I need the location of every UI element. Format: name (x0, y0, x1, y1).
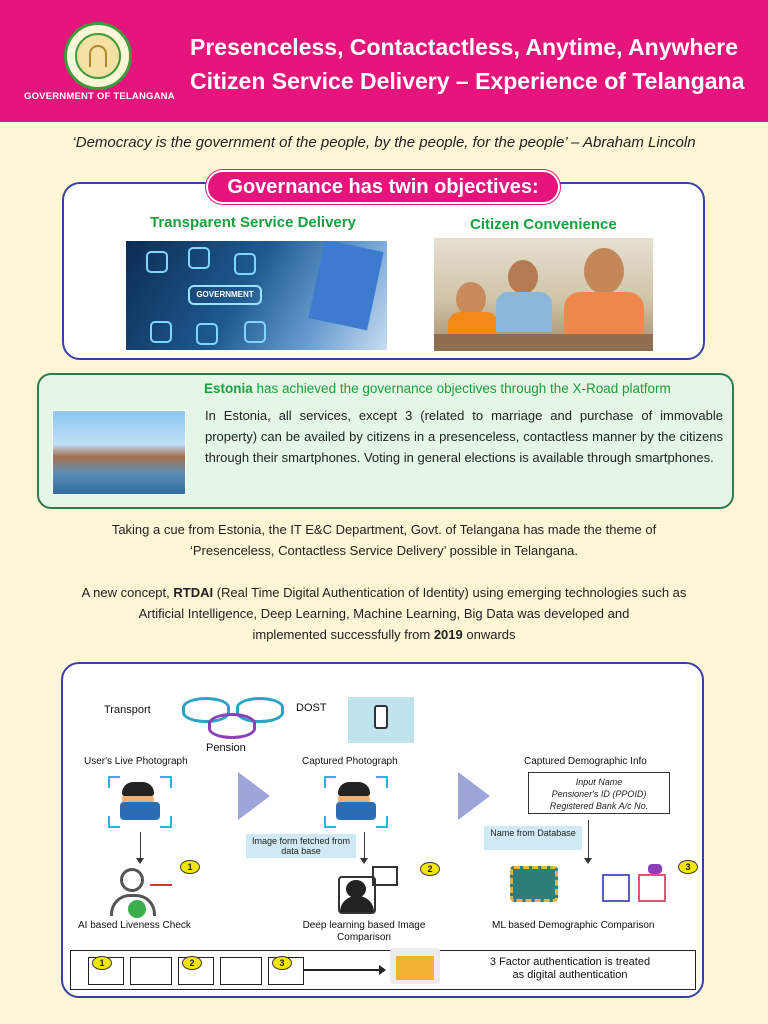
rtdai-line-1: A new concept, RTDAI (Real Time Digital Authentication of Identity) using emerging technologies such as (81, 585, 687, 600)
demographic-label: Captured Demographic Info (524, 756, 647, 767)
transparent-service-label: Transparent Service Delivery (150, 214, 356, 231)
citizen-convenience-label: Citizen Convenience (470, 216, 617, 233)
fetched-from-db-tag: Image form fetched from data base (246, 834, 356, 858)
captured-face-icon (322, 774, 390, 830)
rtdai-term: RTDAI (173, 585, 214, 600)
government-photo-caption: GOVERNMENT (188, 285, 262, 305)
telangana-emblem-icon (64, 22, 132, 90)
strip-badge-1: 1 (92, 956, 112, 970)
phone-scan-icon (348, 697, 414, 743)
transport-label: Transport (104, 704, 151, 716)
down-arrow-icon (364, 832, 365, 862)
chevron-right-icon (238, 772, 270, 820)
live-face-icon (106, 774, 174, 830)
estonia-description: In Estonia, all services, except 3 (related to marriage and purchase of immovable property) can be availed by citizens in a presenceless, contactless manner by the citizens through their smartphones. Voting in general elections is available through smartphones. (205, 408, 723, 465)
step3-label: ML based Demographic Comparison (492, 920, 655, 931)
strip-box (220, 957, 262, 985)
data-comparison-icon (598, 864, 670, 910)
estonia-headline-rest: has achieved the governance objectives through the X-Road platform (252, 381, 671, 396)
brain-chip-icon (510, 866, 558, 902)
down-arrow-icon (588, 820, 589, 862)
strip-badge-3: 3 (272, 956, 292, 970)
estonia-headline (204, 381, 671, 396)
step2-label: Deep learning based Image Comparison (302, 920, 426, 943)
dost-label: DOST (296, 702, 327, 714)
database-icon-pension (208, 713, 256, 739)
demographic-input-box: Input Name Pensioner's ID (PPOID) Registered Bank A/c No. (528, 772, 670, 814)
name-from-db-tag: Name from Database (484, 826, 582, 850)
telangana-cue-paragraph (0, 519, 768, 561)
estonia-name: Estonia (204, 381, 253, 396)
chevron-right-icon (458, 772, 490, 820)
liveness-user-check-icon (106, 866, 172, 920)
government-tech-photo (126, 241, 387, 350)
cue-line-2: ‘Presenceless, Contactless Service Delivery’ possible in Telangana. (189, 543, 579, 558)
down-arrow-icon (140, 832, 141, 862)
strip-box (130, 957, 172, 985)
family-photo (434, 238, 653, 351)
captured-photo-label: Captured Photograph (302, 756, 398, 767)
step1-label: AI based Liveness Check (78, 920, 191, 931)
rtdai-paragraph (0, 582, 768, 645)
rtdai-year: 2019 (433, 627, 463, 642)
page-title-line1: Presenceless, Contactactless, Anytime, Anywhere (190, 34, 738, 60)
header-banner (0, 0, 768, 122)
rtdai-line-2: Artificial Intelligence, Deep Learning, Machine Learning, Big Data was developed and (138, 606, 630, 621)
page-title-line2: Citizen Service Delivery – Experience of Telangana (190, 68, 745, 94)
cue-line-1: Taking a cue from Estonia, the IT E&C Department, Govt. of Telangana has made the theme of (111, 522, 657, 537)
strip-badge-2: 2 (182, 956, 202, 970)
verified-envelope-icon (390, 948, 440, 984)
objectives-heading: Governance has twin objectives: (206, 170, 560, 204)
right-arrow-icon (304, 969, 384, 971)
pension-label: Pension (206, 742, 246, 754)
estonia-city-photo (52, 410, 186, 495)
step-badge-2: 2 (420, 862, 440, 876)
government-label: GOVERNMENT OF TELANGANA (24, 91, 175, 102)
final-statement: 3 Factor authentication is treated as digital authentication (489, 956, 651, 981)
rtdai-line-3: implemented successfully from 2019 onwards (252, 627, 516, 642)
lincoln-quote: ‘Democracy is the government of the people, by the people, for the people’ – Abraham Lincoln (72, 134, 696, 151)
live-photo-label: User's Live Photograph (84, 756, 188, 767)
face-recognition-icon (334, 866, 400, 916)
step-badge-3: 3 (678, 860, 698, 874)
step-badge-1: 1 (180, 860, 200, 874)
